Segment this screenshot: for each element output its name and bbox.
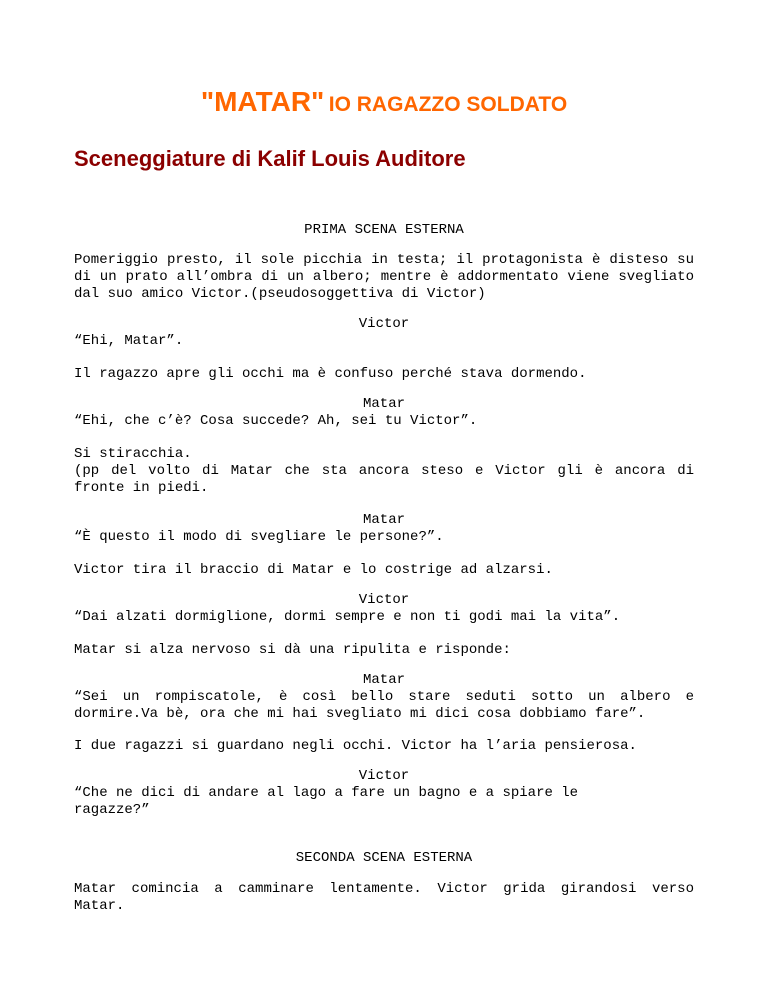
- action-paragraph: Pomeriggio presto, il sole picchia in testa; il protagonista è disteso su di un prato all’ombra di un albero; mentre è addormentato viene svegliato dal suo amico Victor.(pseudosoggettiva di Victor): [74, 252, 694, 302]
- character-name: Victor: [358, 592, 410, 608]
- dialogue-line: “È questo il modo di svegliare le persone?”.: [74, 529, 444, 545]
- scene-heading: PRIMA SCENA ESTERNA: [304, 222, 464, 238]
- character-name: Matar: [362, 672, 405, 688]
- document-title: [0, 86, 768, 118]
- title-main: "MATAR": [200, 86, 325, 117]
- action-paragraph: Il ragazzo apre gli occhi ma è confuso perché stava dormendo.: [74, 366, 587, 382]
- dialogue-line: “Ehi, Matar”.: [74, 333, 184, 349]
- action-paragraph: (pp del volto di Matar che sta ancora steso e Victor gli è ancora di fronte in piedi.: [74, 463, 694, 496]
- action-paragraph: Matar comincia a camminare lentamente. Victor grida girandosi verso Matar.: [74, 881, 694, 914]
- character-name: Victor: [358, 768, 410, 784]
- character-name: Victor: [358, 316, 410, 332]
- action-paragraph: Si stiracchia.: [74, 446, 192, 462]
- dialogue-line: “Ehi, che c’è? Cosa succede? Ah, sei tu Victor”.: [74, 413, 478, 429]
- title-rest: IO RAGAZZO SOLDATO: [328, 93, 568, 116]
- character-name: Matar: [362, 396, 405, 412]
- action-paragraph: I due ragazzi si guardano negli occhi. Victor ha l’aria pensierosa.: [74, 738, 637, 754]
- dialogue-line: “Dai alzati dormiglione, dormi sempre e non ti godi mai la vita”.: [74, 609, 621, 625]
- character-name: Matar: [362, 512, 405, 528]
- action-paragraph: Matar si alza nervoso si dà una ripulita e risponde:: [74, 642, 511, 658]
- document-subtitle: Sceneggiature di Kalif Louis Auditore: [74, 146, 466, 171]
- dialogue-line: “Che ne dici di andare al lago a fare un bagno e a spiare le ragazze?”: [74, 785, 579, 818]
- dialogue-line: “Sei un rompiscatole, è così bello stare seduti sotto un albero e dormire.Va bè, ora che mi hai svegliato mi dici cosa dobbiamo fare”.: [74, 689, 694, 722]
- scene-heading: SECONDA SCENA ESTERNA: [295, 850, 473, 866]
- action-paragraph: Victor tira il braccio di Matar e lo costrige ad alzarsi.: [74, 562, 553, 578]
